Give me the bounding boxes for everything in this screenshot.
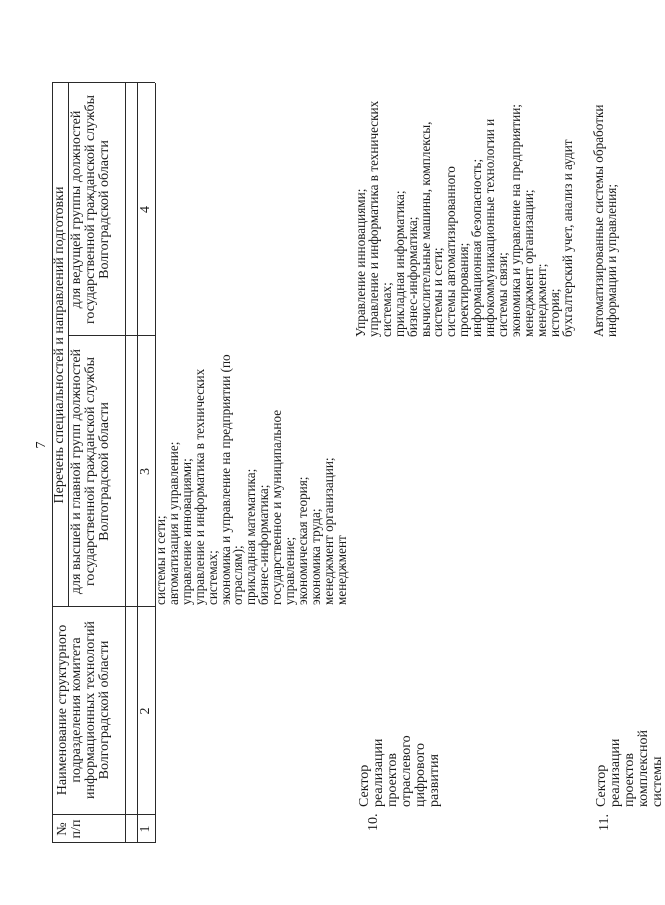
leading-group-specialties: Автоматизированные системы обработки информации и управления; [591,104,619,337]
department-name-line: комплексной системы [636,729,665,807]
header-number-column: № п/п [55,819,84,839]
department-name-line: Сектор реализации проектов [594,738,637,807]
department-name-line: развития [427,754,442,807]
department-name [358,695,442,807]
column-number-4: 4 [138,206,153,213]
column-number-3: 3 [138,468,153,475]
column-number-2: 2 [138,707,153,715]
header-senior-groups: для высшей и главной групп должностей государственной гражданской службы Волгоградской области [69,348,112,595]
header-leading-group: для ведущей группы должностей государственной гражданской службы Волгоградской области [69,94,112,325]
header-department-name: Наименование структурного подразделения комитета информационных технологий Волгоградской области [55,621,112,799]
header-specialties-span: Перечень специальностей и направлений подготовки [52,186,67,504]
row-number: 10. [366,813,381,831]
leading-group-specialties: Управление инновациями; управление и информатика в технических системах; прикладная информатика; бизнес-информатика; вычислительные машины, комплексы, системы и сети; системы автоматизированного проектирования; информационная безопасность; инфокоммуникационные технологии и системы связи; экономика и управление на предприятии; менеджмент организации; менеджмент; история; бухгалтерский учет, анализ и аудит [353,100,575,337]
department-name-line: отраслевого цифрового [399,735,428,807]
department-name-line: Сектор реализации проектов [357,738,400,807]
page-number: 7 [34,441,49,449]
row-number: 11. [597,814,612,831]
continuation-specialties-list: системы и сети; автоматизация и управление; управление инновациями; управление и информатика в технических системах; экономика и управление на предприятии (по отраслям); прикладная математика; бизнес-информатика; государственное и муниципальное управление; экономическая теория; экономика труда; менеджмент организации; менеджмент [153,354,349,605]
column-number-1: 1 [138,825,153,833]
department-name [595,695,665,807]
